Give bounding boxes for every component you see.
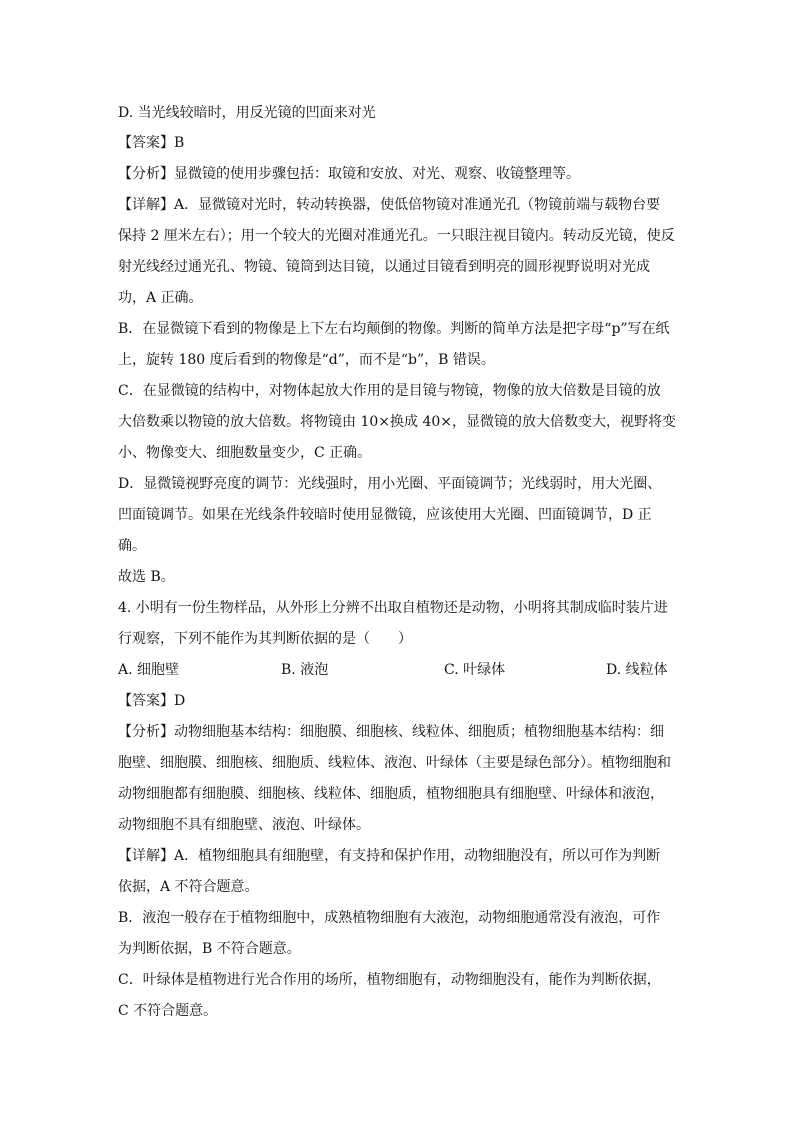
text-line: 依据，A 不符合题意。: [118, 879, 259, 895]
text-line: 功，A 正确。: [118, 290, 203, 306]
text-line: 凹面镜调节。如果在光线条件较暗时使用显微镜，应该使用大光圈、凹面镜调节，D 正: [118, 507, 652, 523]
text-line: 【答案】D: [118, 693, 186, 709]
option-c: C. 叶绿体: [444, 662, 506, 678]
text-line: 【分析】动物细胞基本结构：细胞膜、细胞核、线粒体、细胞质；植物细胞基本结构：细: [118, 724, 664, 740]
text-line: C．在显微镜的结构中，对物体起放大作用的是目镜与物镜，物像的放大倍数是目镜的放: [118, 383, 661, 399]
text-line: 故选 B。: [118, 569, 175, 585]
text-line: 大倍数乘以物镜的放大倍数。将物镜由 10×换成 40×，显微镜的放大倍数变大，视野将变: [118, 414, 676, 430]
text-line: 【分析】显微镜的使用步骤包括：取镜和安放、对光、观察、收镜整理等。: [118, 166, 580, 182]
text-line: C 不符合题意。: [118, 1003, 218, 1019]
text-line: D．显微镜视野亮度的调节：光线强时，用小光圈、平面镜调节；光线弱时，用大光圈、: [118, 476, 662, 492]
question-text: 行观察，下列不能作为其判断依据的是（ ）: [118, 631, 412, 647]
text-line: 小、物像变大、细胞数量变少，C 正确。: [118, 445, 372, 461]
text-line: 动物细胞都有细胞膜、细胞核、线粒体、细胞质，植物细胞具有细胞壁、叶绿体和液泡，: [118, 786, 664, 802]
option-b: B. 液泡: [281, 662, 329, 678]
text-line: B．液泡一般存在于植物细胞中，成熟植物细胞有大液泡，动物细胞通常没有液泡，可作: [118, 910, 661, 926]
text-line: C．叶绿体是植物进行光合作用的场所，植物细胞有，动物细胞没有，能作为判断依据，: [118, 972, 661, 988]
text-line: 动物细胞不具有细胞壁、液泡、叶绿体。: [118, 817, 370, 833]
text-line: 射光线经过通光孔、物镜、镜筒到达目镜，以通过目镜看到明亮的圆形视野说明对光成: [118, 259, 650, 275]
text-line: 【答案】B: [118, 135, 185, 151]
text-line: 上，旋转 180 度后看到的物像是“d”，而不是“b”，B 错误。: [118, 352, 495, 368]
option-a: A. 细胞壁: [118, 662, 180, 678]
text-line: 确。: [118, 538, 146, 554]
text-line: B．在显微镜下看到的物像是上下左右均颠倒的物像。判断的简单方法是把字母“p”写在纸: [118, 321, 670, 337]
text-line: 胞壁、细胞膜、细胞核、细胞质、线粒体、液泡、叶绿体（主要是绿色部分）。植物细胞和: [118, 755, 671, 771]
text-line: 【详解】A．植物细胞具有细胞壁，有支持和保护作用，动物细胞没有，所以可作为判断: [118, 848, 661, 864]
text-line: 为判断依据，B 不符合题意。: [118, 941, 301, 957]
text-line: 保持 2 厘米左右）；用一个较大的光圈对准通光孔。一只眼注视目镜内。转动反光镜，使反: [118, 228, 675, 244]
option-d: D. 线粒体: [606, 662, 668, 678]
text-line: D. 当光线较暗时，用反光镜的凹面来对光: [118, 105, 376, 121]
text-line: 【详解】A．显微镜对光时，转动转换器，使低倍物镜对准通光孔（物镜前端与载物台要: [118, 197, 661, 213]
question-text: 4. 小明有一份生物样品，从外形上分辨不出取自植物还是动物，小明将其制成临时装片进: [118, 600, 668, 616]
